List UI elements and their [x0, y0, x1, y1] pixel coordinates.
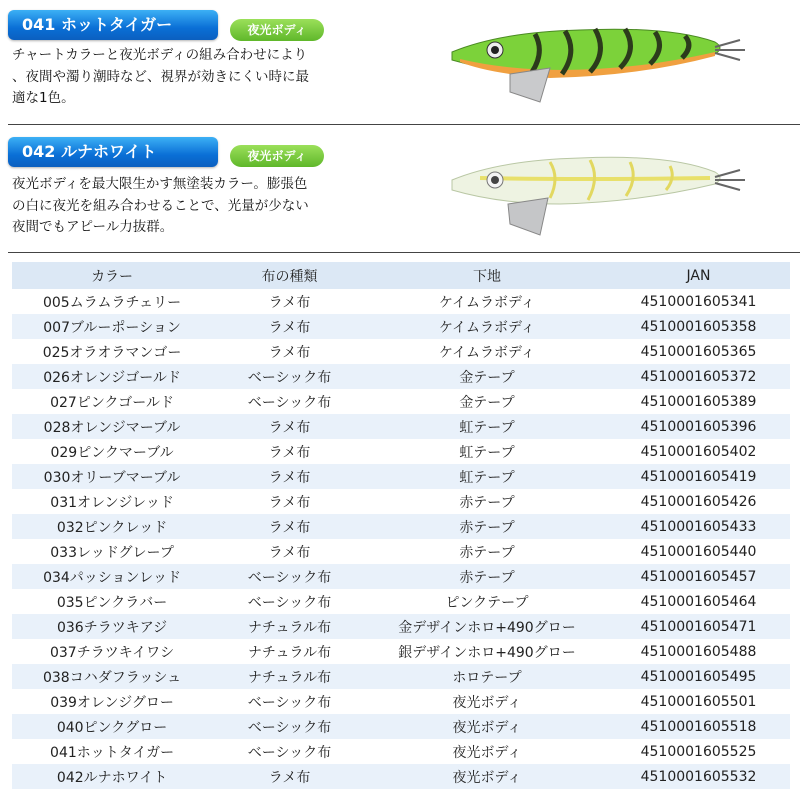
section-divider [8, 124, 800, 125]
cell-jan: 4510001605389 [640, 393, 757, 410]
table-row [12, 689, 790, 714]
cell-color: 025オラオラマンゴー [42, 344, 182, 361]
table-row [12, 639, 790, 664]
table-header-row [12, 262, 790, 289]
cell-base: 虹テープ [367, 414, 607, 439]
product-title: 042 ルナホワイト [8, 137, 218, 167]
cell-cloth: ナチュラル布 [212, 614, 367, 639]
cell-jan: 4510001605396 [607, 414, 790, 439]
product-description [12, 174, 347, 239]
glow-body-tag: 夜光ボディ [230, 145, 324, 167]
table-row [12, 339, 790, 364]
cell-jan: 4510001605419 [607, 464, 790, 489]
cell-base: 夜光ボディ [367, 714, 607, 739]
table-row [12, 489, 790, 514]
cell-cloth: ナチュラル布 [247, 644, 332, 661]
cell-color: 038コハダフラッシュ [12, 664, 212, 689]
cell-color: 005ムラムラチェリー [42, 294, 182, 311]
cell-base: ピンクテープ [445, 594, 529, 611]
cell-base: 金テープ [367, 364, 607, 389]
description-line: 適な1色。 [12, 90, 75, 106]
table-row [12, 614, 790, 639]
cell-jan: 4510001605358 [607, 314, 790, 339]
cell-cloth: ラメ布 [212, 314, 367, 339]
cell-cloth: ラメ布 [268, 494, 311, 511]
table-row [12, 314, 790, 339]
table-row [12, 389, 790, 414]
col-header-color: カラー [12, 262, 212, 289]
cell-jan: 4510001605440 [640, 543, 757, 560]
cell-base: 赤テープ [459, 494, 515, 511]
cell-cloth: ラメ布 [268, 344, 311, 361]
section-divider [8, 252, 800, 253]
product-description [12, 45, 347, 110]
cell-cloth: ラメ布 [268, 294, 311, 311]
table-row [12, 589, 790, 614]
cell-jan: 4510001605532 [607, 764, 790, 789]
cell-cloth: ベーシック布 [247, 394, 332, 411]
col-header-cloth: 布の種類 [212, 262, 367, 289]
cell-base: 赤テープ [367, 514, 607, 539]
cell-color: 029ピンクマーブル [50, 444, 174, 461]
cell-jan: 4510001605426 [640, 493, 757, 510]
cell-jan: 4510001605464 [640, 593, 757, 610]
cell-color: 041ホットタイガー [50, 744, 175, 761]
table-row [12, 739, 790, 764]
cell-jan: 4510001605525 [640, 743, 757, 760]
table-row [12, 564, 790, 589]
cell-color: 042ルナホワイト [12, 764, 212, 789]
cell-jan: 4510001605488 [640, 643, 757, 660]
description-line: チャートカラーと夜光ボディの組み合わせにより [12, 47, 308, 63]
cell-jan: 4510001605495 [607, 664, 790, 689]
cell-cloth: ラメ布 [212, 514, 367, 539]
table-row [12, 289, 790, 314]
glow-body-tag: 夜光ボディ [230, 19, 324, 41]
table-row [12, 764, 790, 789]
cell-base: 夜光ボディ [452, 744, 522, 761]
cell-cloth: ラメ布 [212, 764, 367, 789]
table-row [12, 514, 790, 539]
cell-cloth: ラメ布 [212, 464, 367, 489]
cell-jan: 4510001605471 [607, 614, 790, 639]
color-spec-table [12, 262, 790, 789]
cell-color: 039オレンジグロー [50, 694, 174, 711]
cell-jan: 4510001605518 [607, 714, 790, 739]
table-row [12, 539, 790, 564]
cell-color: 027ピンクゴールド [50, 394, 174, 411]
cell-color: 031オレンジレッド [50, 494, 174, 511]
cell-color: 040ピンクグロー [12, 714, 212, 739]
cell-jan: 4510001605341 [640, 293, 757, 310]
cell-cloth: ナチュラル布 [212, 664, 367, 689]
cell-color: 007ブルーポーション [12, 314, 212, 339]
cell-jan: 4510001605457 [607, 564, 790, 589]
description-line: 夜光ボディを最大限生かす無塗装カラー。膨張色 [12, 176, 308, 192]
cell-color: 037チラツキイワシ [49, 644, 175, 661]
cell-jan: 4510001605402 [640, 443, 757, 460]
cell-color: 026オレンジゴールド [12, 364, 212, 389]
cell-base: 夜光ボディ [452, 694, 522, 711]
product-title: 041 ホットタイガー [8, 10, 218, 40]
cell-base: 赤テープ [459, 544, 515, 561]
cell-cloth: ラメ布 [268, 444, 311, 461]
table-row [12, 664, 790, 689]
description-line: の白に夜光を組み合わせることで、光量が少ない [12, 197, 309, 214]
cell-color: 028オレンジマーブル [12, 414, 212, 439]
cell-cloth: ベーシック布 [212, 714, 367, 739]
cell-color: 034パッションレッド [12, 564, 212, 589]
cell-base: ケイムラボディ [367, 314, 607, 339]
cell-cloth: ラメ布 [212, 414, 367, 439]
cell-jan: 4510001605365 [640, 343, 757, 360]
cell-base: 赤テープ [367, 564, 607, 589]
cell-color: 033レッドグレープ [50, 544, 174, 561]
cell-jan: 4510001605501 [640, 693, 757, 710]
description-line: 、夜間や濁り潮時など、視界が効きにくい時に最 [12, 68, 309, 85]
cell-color: 030オリーブマーブル [12, 464, 212, 489]
cell-jan: 4510001605372 [607, 364, 790, 389]
cell-cloth: ベーシック布 [212, 364, 367, 389]
lure-image-hot-tiger [440, 12, 760, 107]
table-row [12, 464, 790, 489]
cell-color: 035ピンクラバー [56, 594, 168, 611]
cell-cloth: ベーシック布 [247, 694, 332, 711]
table-row [12, 714, 790, 739]
cell-base: 虹テープ [367, 464, 607, 489]
cell-cloth: ラメ布 [268, 544, 311, 561]
cell-base: 銀デザインホロ+490グロー [398, 644, 576, 661]
cell-cloth: ベーシック布 [212, 564, 367, 589]
cell-cloth: ベーシック布 [247, 594, 332, 611]
cell-base: 金テープ [459, 394, 515, 411]
cell-jan: 4510001605433 [607, 514, 790, 539]
col-header-jan: JAN [607, 262, 790, 289]
cell-cloth: ベーシック布 [247, 744, 332, 761]
table-row [12, 364, 790, 389]
col-header-base: 下地 [367, 262, 607, 289]
cell-base: 金デザインホロ+490グロー [367, 614, 607, 639]
cell-base: ケイムラボディ [439, 294, 535, 311]
cell-base: ホロテープ [367, 664, 607, 689]
cell-color: 032ピンクレッド [12, 514, 212, 539]
description-line: 夜間でもアピール力抜群。 [12, 219, 174, 235]
lure-image-luna-white [440, 150, 760, 245]
table-row [12, 414, 790, 439]
cell-color: 036チラツキアジ [12, 614, 212, 639]
cell-base: 虹テープ [459, 444, 515, 461]
cell-base: 夜光ボディ [367, 764, 607, 789]
cell-base: ケイムラボディ [439, 344, 535, 361]
table-row [12, 439, 790, 464]
